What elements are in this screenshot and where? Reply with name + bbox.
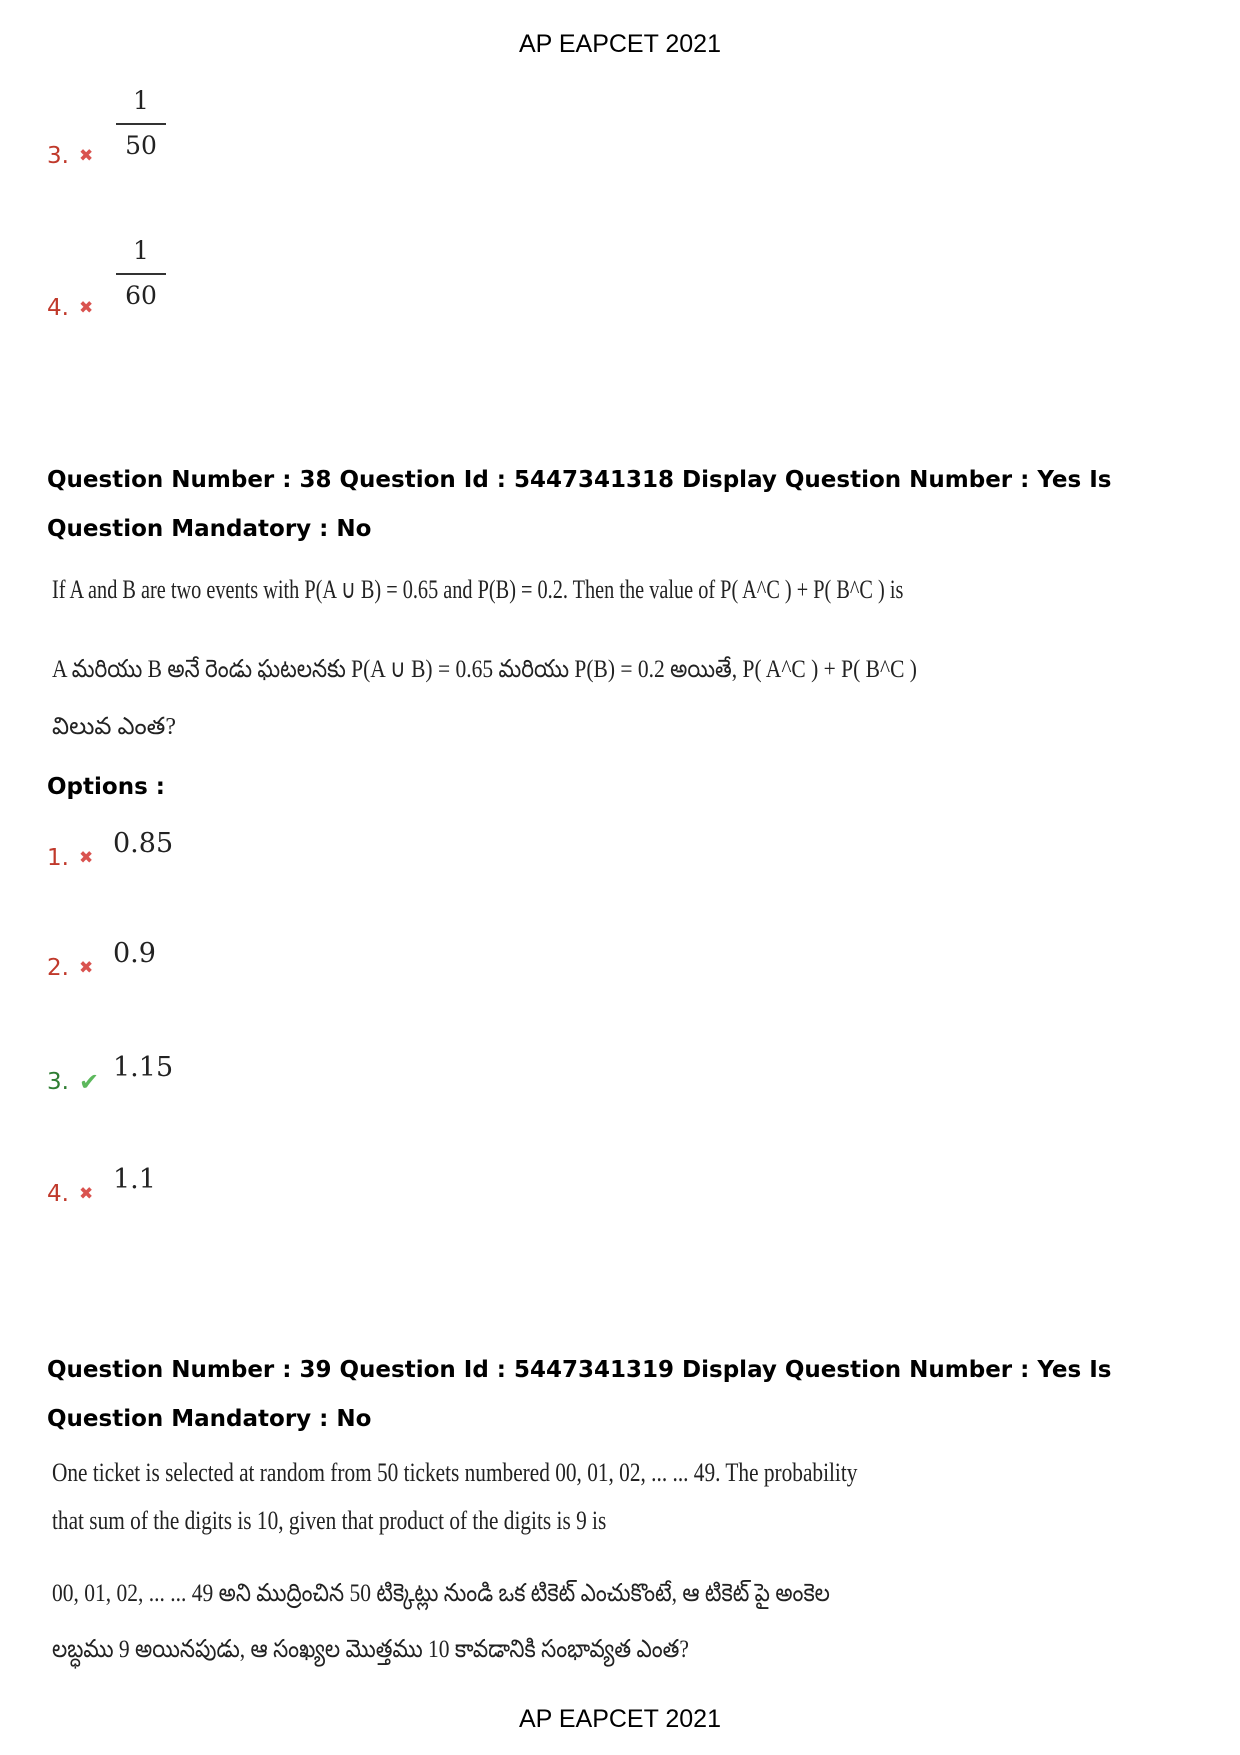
fraction-denominator: 60 [125,281,157,310]
option-value: 1.1 [113,1164,156,1195]
q38-option-4 [47,1164,156,1209]
q38-option-1 [47,828,174,873]
cross-icon: ✖ [79,1183,94,1204]
option-number: 4. [47,1180,69,1207]
question-38-text-telugu-line1: A మరియు B అనే రెండు ఘటలనకు P(A ∪ B) = 0.65 మరియు P(B) = 0.2 అయితే, P( A^C ) + P( B^C ) [52,656,917,683]
check-icon: ✔ [79,1067,100,1096]
cross-icon: ✖ [79,146,94,166]
option-value: 0.9 [113,938,156,969]
fraction-numerator: 1 [133,86,149,115]
fraction-denominator: 50 [125,131,157,160]
prev-option-4 [47,295,113,321]
option-value: 1.15 [113,1052,174,1083]
cross-icon: ✖ [79,847,94,868]
fraction-numerator: 1 [133,236,149,265]
options-label: Options : [47,774,165,800]
question-39-text-english-line2: that sum of the digits is 10, given that product of the digits is 9 is [52,1506,607,1535]
question-39-text-telugu-line1: 00, 01, 02, ... ... 49 అని ముద్రించిన 50 టిక్కెట్లు నుండి ఒక టికెట్ ఎంచుకొంటే, ఆ టికెట్ పై అంకెల [52,1580,830,1607]
option-number: 4. [47,295,69,321]
question-38-text-english: If A and B are two events with P(A ∪ B) = 0.65 and P(B) = 0.2. Then the value of P( A^C ) + P( B^C ) is [52,575,904,604]
question-39-header: Question Number : 39 Question Id : 5447341319 Display Question Number : Yes Is Question Mandatory : No [47,1357,1112,1432]
question-39-text-english-line1: One ticket is selected at random from 50 tickets numbered 00, 01, 02, ... ... 49. The probability [52,1458,858,1487]
prev-option-4-fraction [116,236,166,310]
option-value: 0.85 [113,828,174,859]
prev-option-3-fraction [116,86,166,160]
question-38-text-telugu-line2: విలువ ఎంత? [52,714,177,740]
prev-option-3 [47,143,113,169]
q38-option-3 [47,1052,174,1097]
question-39-text-telugu-line2: లబ్ధము 9 అయినపుడు, ఆ సంఖ్యల మొత్తము 10 కావడానికి సంభావ్యత ఎంత? [52,1636,689,1663]
page-footer: AP EAPCET 2021 [519,1705,721,1733]
question-38-header: Question Number : 38 Question Id : 5447341318 Display Question Number : Yes Is Question Mandatory : No [47,467,1112,542]
option-number: 1. [47,844,69,871]
cross-icon: ✖ [79,298,94,318]
fraction-bar [116,123,166,125]
page-header: AP EAPCET 2021 [519,30,721,58]
fraction-bar [116,273,166,275]
option-number: 2. [47,954,69,981]
option-number: 3. [47,1068,69,1095]
q38-option-2 [47,938,156,983]
option-number: 3. [47,143,69,169]
cross-icon: ✖ [79,957,94,978]
